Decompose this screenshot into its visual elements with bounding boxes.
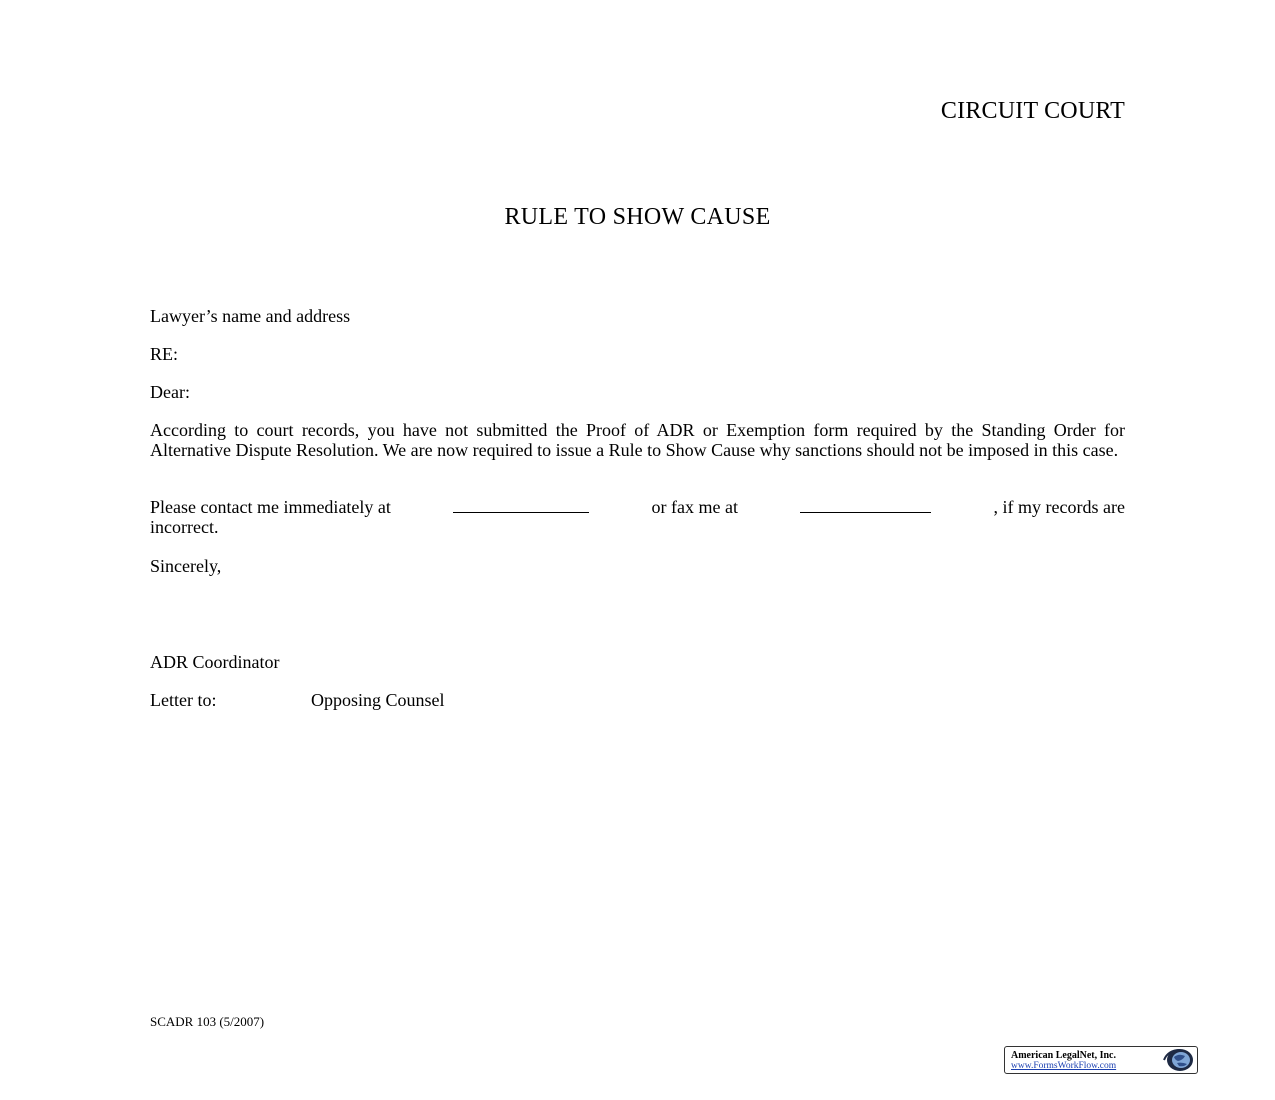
- fax-blank[interactable]: [800, 498, 931, 513]
- body-paragraph: According to court records, you have not submitted the Proof of ADR or Exemption form required by the Standing Order for Alternative Dispute Resolution. We are now required to issue a Rule to Show Cause why sanctions should not be imposed in this case.: [150, 420, 1125, 460]
- contact-text-1: Please contact me immediately at: [150, 497, 391, 517]
- badge-url-link[interactable]: www.FormsWorkFlow.com: [1011, 1061, 1117, 1071]
- addressee-line: Lawyer’s name and address: [150, 306, 351, 326]
- badge-company: American LegalNet, Inc.: [1011, 1050, 1116, 1061]
- contact-text-3: , if my records are: [993, 497, 1125, 517]
- document-title: RULE TO SHOW CAUSE: [504, 204, 771, 230]
- salutation: Dear:: [150, 382, 190, 402]
- contact-line: [150, 498, 1125, 518]
- legalnet-badge[interactable]: [1004, 1046, 1198, 1074]
- signer-title: ADR Coordinator: [150, 652, 280, 672]
- letter-to-value: Opposing Counsel: [311, 690, 445, 710]
- globe-logo-icon: [1160, 1048, 1194, 1072]
- closing: Sincerely,: [150, 556, 222, 576]
- form-code: SCADR 103 (5/2007): [150, 1014, 265, 1029]
- contact-continuation: incorrect.: [150, 516, 219, 537]
- re-label: RE:: [150, 344, 179, 364]
- letter-to-label: Letter to:: [150, 690, 217, 710]
- contact-text-2: or fax me at: [651, 497, 738, 517]
- phone-blank[interactable]: [453, 498, 589, 513]
- contact-paragraph: [150, 498, 1125, 537]
- court-name: CIRCUIT COURT: [940, 98, 1125, 124]
